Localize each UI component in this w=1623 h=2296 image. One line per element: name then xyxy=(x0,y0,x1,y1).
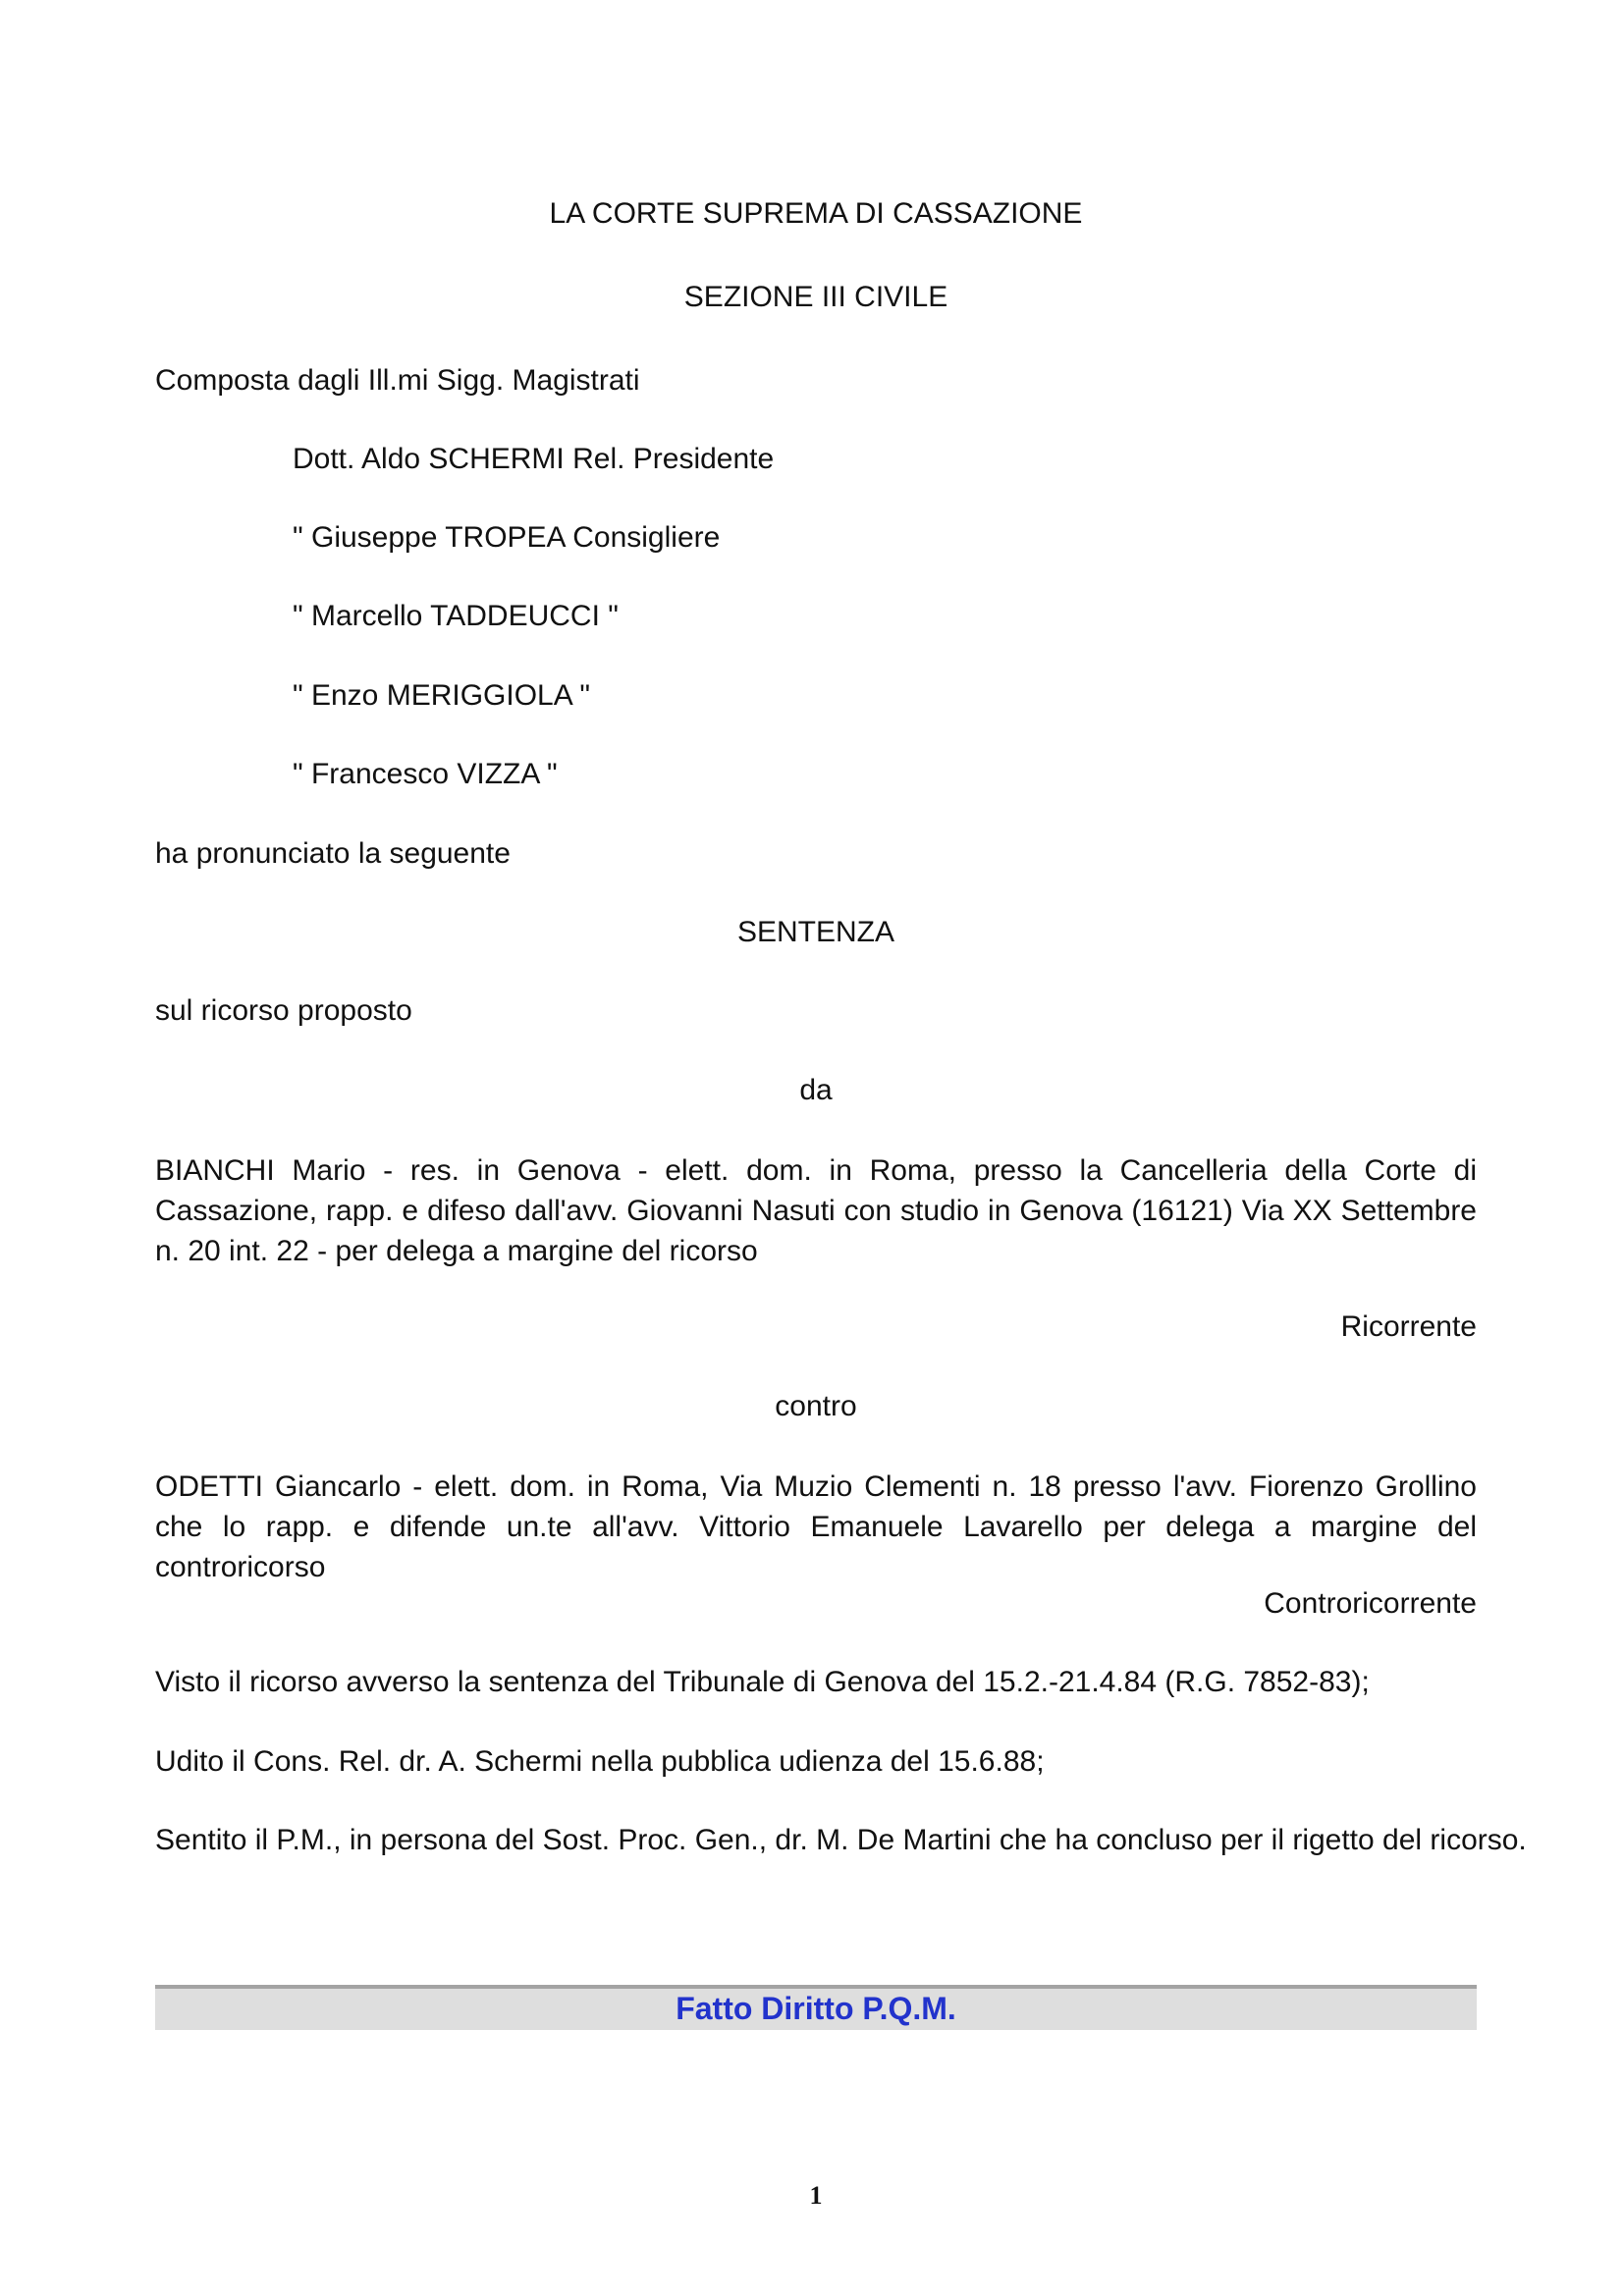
section-nav-bar xyxy=(155,1985,1477,2030)
appellant-paragraph: BIANCHI Mario - res. in Genova - elett. dom. in Roma, presso la Cancelleria della Corte di Cassazione, rapp. e difeso dall'avv. Giovanni Nasuti con studio in Genova (16121) Via XX Settembre n. 20 int. 22 - per delega a margine del ricorso xyxy=(155,1154,1477,1267)
respondent-paragraph: ODETTI Giancarlo - elett. dom. in Roma, Via Muzio Clementi n. 18 presso l'avv. Fiorenzo Grollino che lo rapp. e difende un.te all'avv. Vittorio Emanuele Lavarello per delega a margine del controricorso xyxy=(155,1470,1477,1583)
sentence-title: SENTENZA xyxy=(736,916,895,948)
respondent-role: Controricorrente xyxy=(1264,1587,1477,1620)
judge-line: Dott. Aldo SCHERMI Rel. Presidente xyxy=(293,443,775,475)
appeal-intro: sul ricorso proposto xyxy=(155,994,412,1027)
appellant-role: Ricorrente xyxy=(1340,1310,1477,1343)
recital-line: Udito il Cons. Rel. dr. A. Schermi nella pubblica udienza del 15.6.88; xyxy=(155,1745,1045,1778)
judge-line: " Francesco VIZZA " xyxy=(293,758,558,790)
section-title: SEZIONE III CIVILE xyxy=(683,281,948,313)
composition-intro: Composta dagli Ill.mi Sigg. Magistrati xyxy=(155,364,640,397)
nav-link-fatto[interactable]: Fatto xyxy=(676,1991,753,2026)
against-label: contro xyxy=(775,1390,857,1422)
recital-line: Visto il ricorso avverso la sentenza del Tribunale di Genova del 15.2.-21.4.84 (R.G. 7852-83); xyxy=(155,1666,1370,1698)
judge-line: " Marcello TADDEUCCI " xyxy=(293,600,619,632)
nav-link-diritto[interactable]: Diritto xyxy=(761,1991,854,2026)
judge-line: " Enzo MERIGGIOLA " xyxy=(293,679,591,712)
judge-line: " Giuseppe TROPEA Consigliere xyxy=(293,521,721,554)
nav-link-pqm[interactable]: P.Q.M. xyxy=(862,1991,956,2026)
pronounced-line: ha pronunciato la seguente xyxy=(155,837,511,870)
page-number: 1 xyxy=(809,2181,823,2210)
from-label: da xyxy=(799,1074,833,1106)
section-nav-links xyxy=(155,1993,1477,2024)
court-title: LA CORTE SUPREMA DI CASSAZIONE xyxy=(549,197,1083,230)
recital-line: Sentito il P.M., in persona del Sost. Proc. Gen., dr. M. De Martini che ha concluso per il rigetto del ricorso. xyxy=(155,1824,1527,1856)
